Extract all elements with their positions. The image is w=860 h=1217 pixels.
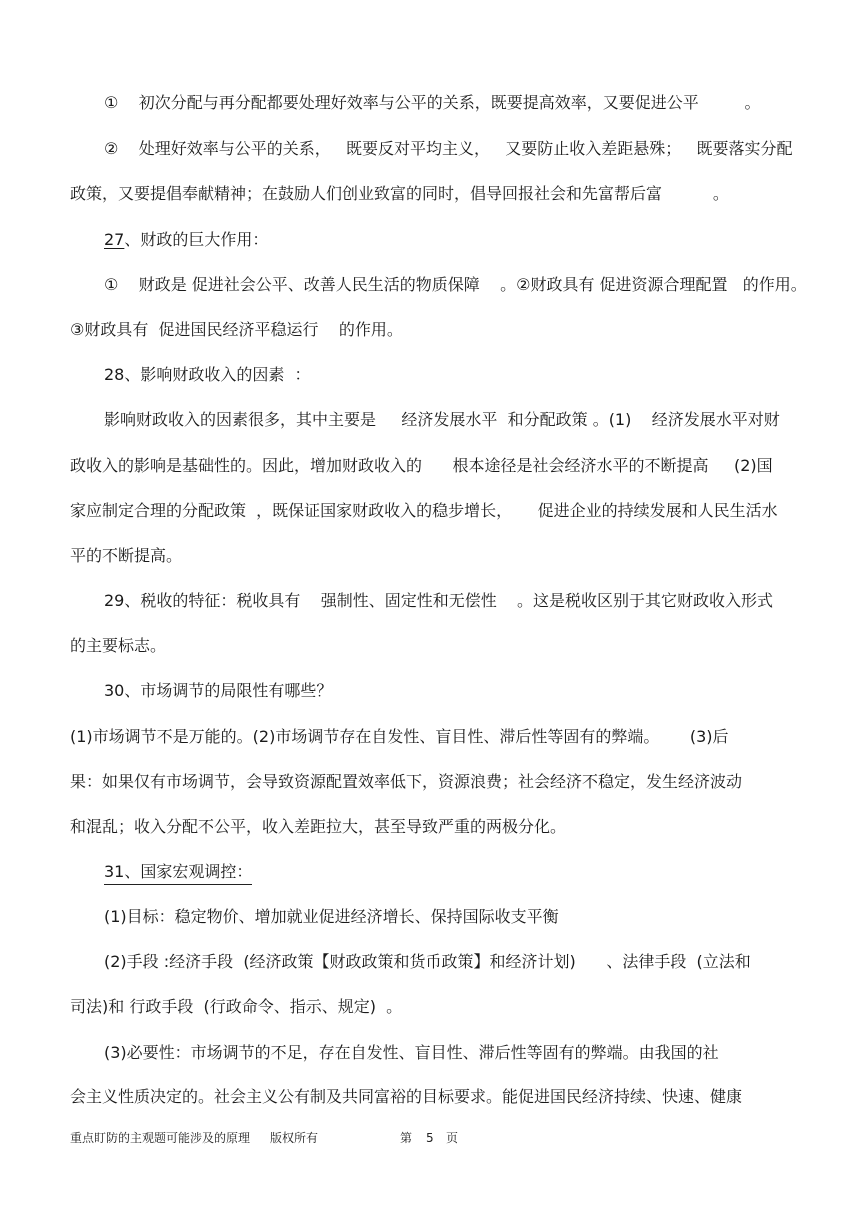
footer-page-prefix: 第	[400, 1131, 413, 1145]
section-heading-31	[104, 862, 252, 885]
paragraph-line-17: 和混乱；收入分配不公平，收入差距拉大，甚至导致严重的两极分化。	[70, 817, 567, 836]
paragraph-line-20: (2)手段 :经济手段 (经济政策【财政政策和货币政策】和经济计划) 、法律手段 (立法和	[104, 952, 751, 971]
paragraph-line-15: (1)市场调节不是万能的。(2)市场调节存在自发性、盲目性、滞后性等固有的弊端。 (3)后	[70, 727, 729, 746]
paragraph-line-23: 会主义性质决定的。社会主义公有制及共同富裕的目标要求。能促进国民经济持续、快速、健康	[70, 1087, 743, 1106]
footer-copyright: 版权所有	[270, 1131, 319, 1145]
section-title-31: 31、国家宏观调控：	[104, 862, 252, 885]
footer-page-suffix: 页	[446, 1131, 459, 1145]
paragraph-line-9: 政收入的影响是基础性的。因此，增加财政收入的 根本途径是社会经济水平的不断提高 (2)国	[70, 456, 773, 475]
paragraph-line-12: 29、税收的特征：税收具有 强制性、固定性和无偿性 。这是税收区别于其它财政收入形式	[104, 591, 774, 610]
paragraph-line-8: 影响财政收入的因素很多，其中主要是 经济发展水平 和分配政策 。(1) 经济发展水平对财	[104, 410, 780, 429]
paragraph-line-6: ③财政具有 促进国民经济平稳运行 的作用。	[70, 320, 403, 339]
paragraph-line-11: 平的不断提高。	[70, 546, 183, 565]
paragraph-line-13: 的主要标志。	[70, 636, 167, 655]
paragraph-line-16: 果：如果仅有市场调节，会导致资源配置效率低下，资源浪费；社会经济不稳定，发生经济波动	[70, 772, 743, 791]
paragraph-line-3: 政策，又要提倡奉献精神；在鼓励人们创业致富的同时，倡导回报社会和先富帮后富 。	[70, 184, 729, 203]
paragraph-line-22: (3)必要性：市场调节的不足，存在自发性、盲目性、滞后性等固有的弊端。由我国的社	[104, 1043, 719, 1062]
paragraph-line-10: 家应制定合理的分配政策 ，既保证国家财政收入的稳步增长， 促进企业的持续发展和人民生活水	[70, 501, 778, 520]
paragraph-line-19: (1)目标：稳定物价、增加就业促进经济增长、保持国际收支平衡	[104, 907, 559, 926]
footer-page-number: 5	[426, 1131, 434, 1145]
section-heading-30: 30、市场调节的局限性有哪些？	[104, 681, 333, 700]
section-heading-28: 28、影响财政收入的因素 ：	[104, 365, 311, 384]
paragraph-line-5: ① 财政是 促进社会公平、改善人民生活的物质保障 。②财政具有 促进资源合理配置 的作用。	[104, 275, 807, 294]
section-number-27: 27	[104, 230, 125, 249]
footer-title: 重点盯防的主观题可能涉及的原理	[70, 1131, 251, 1145]
section-heading-27	[104, 230, 268, 250]
section-title-27: 、财政的巨大作用：	[124, 230, 269, 249]
paragraph-line-21: 司法)和 行政手段 (行政命令、指示、规定) 。	[70, 997, 403, 1016]
paragraph-line-2: ② 处理好效率与公平的关系， 既要反对平均主义， 又要防止收入差距悬殊； 既要落实分配	[104, 139, 793, 158]
paragraph-line-1: ① 初次分配与再分配都要处理好效率与公平的关系，既要提高效率，又要促进公平 。	[104, 93, 761, 112]
